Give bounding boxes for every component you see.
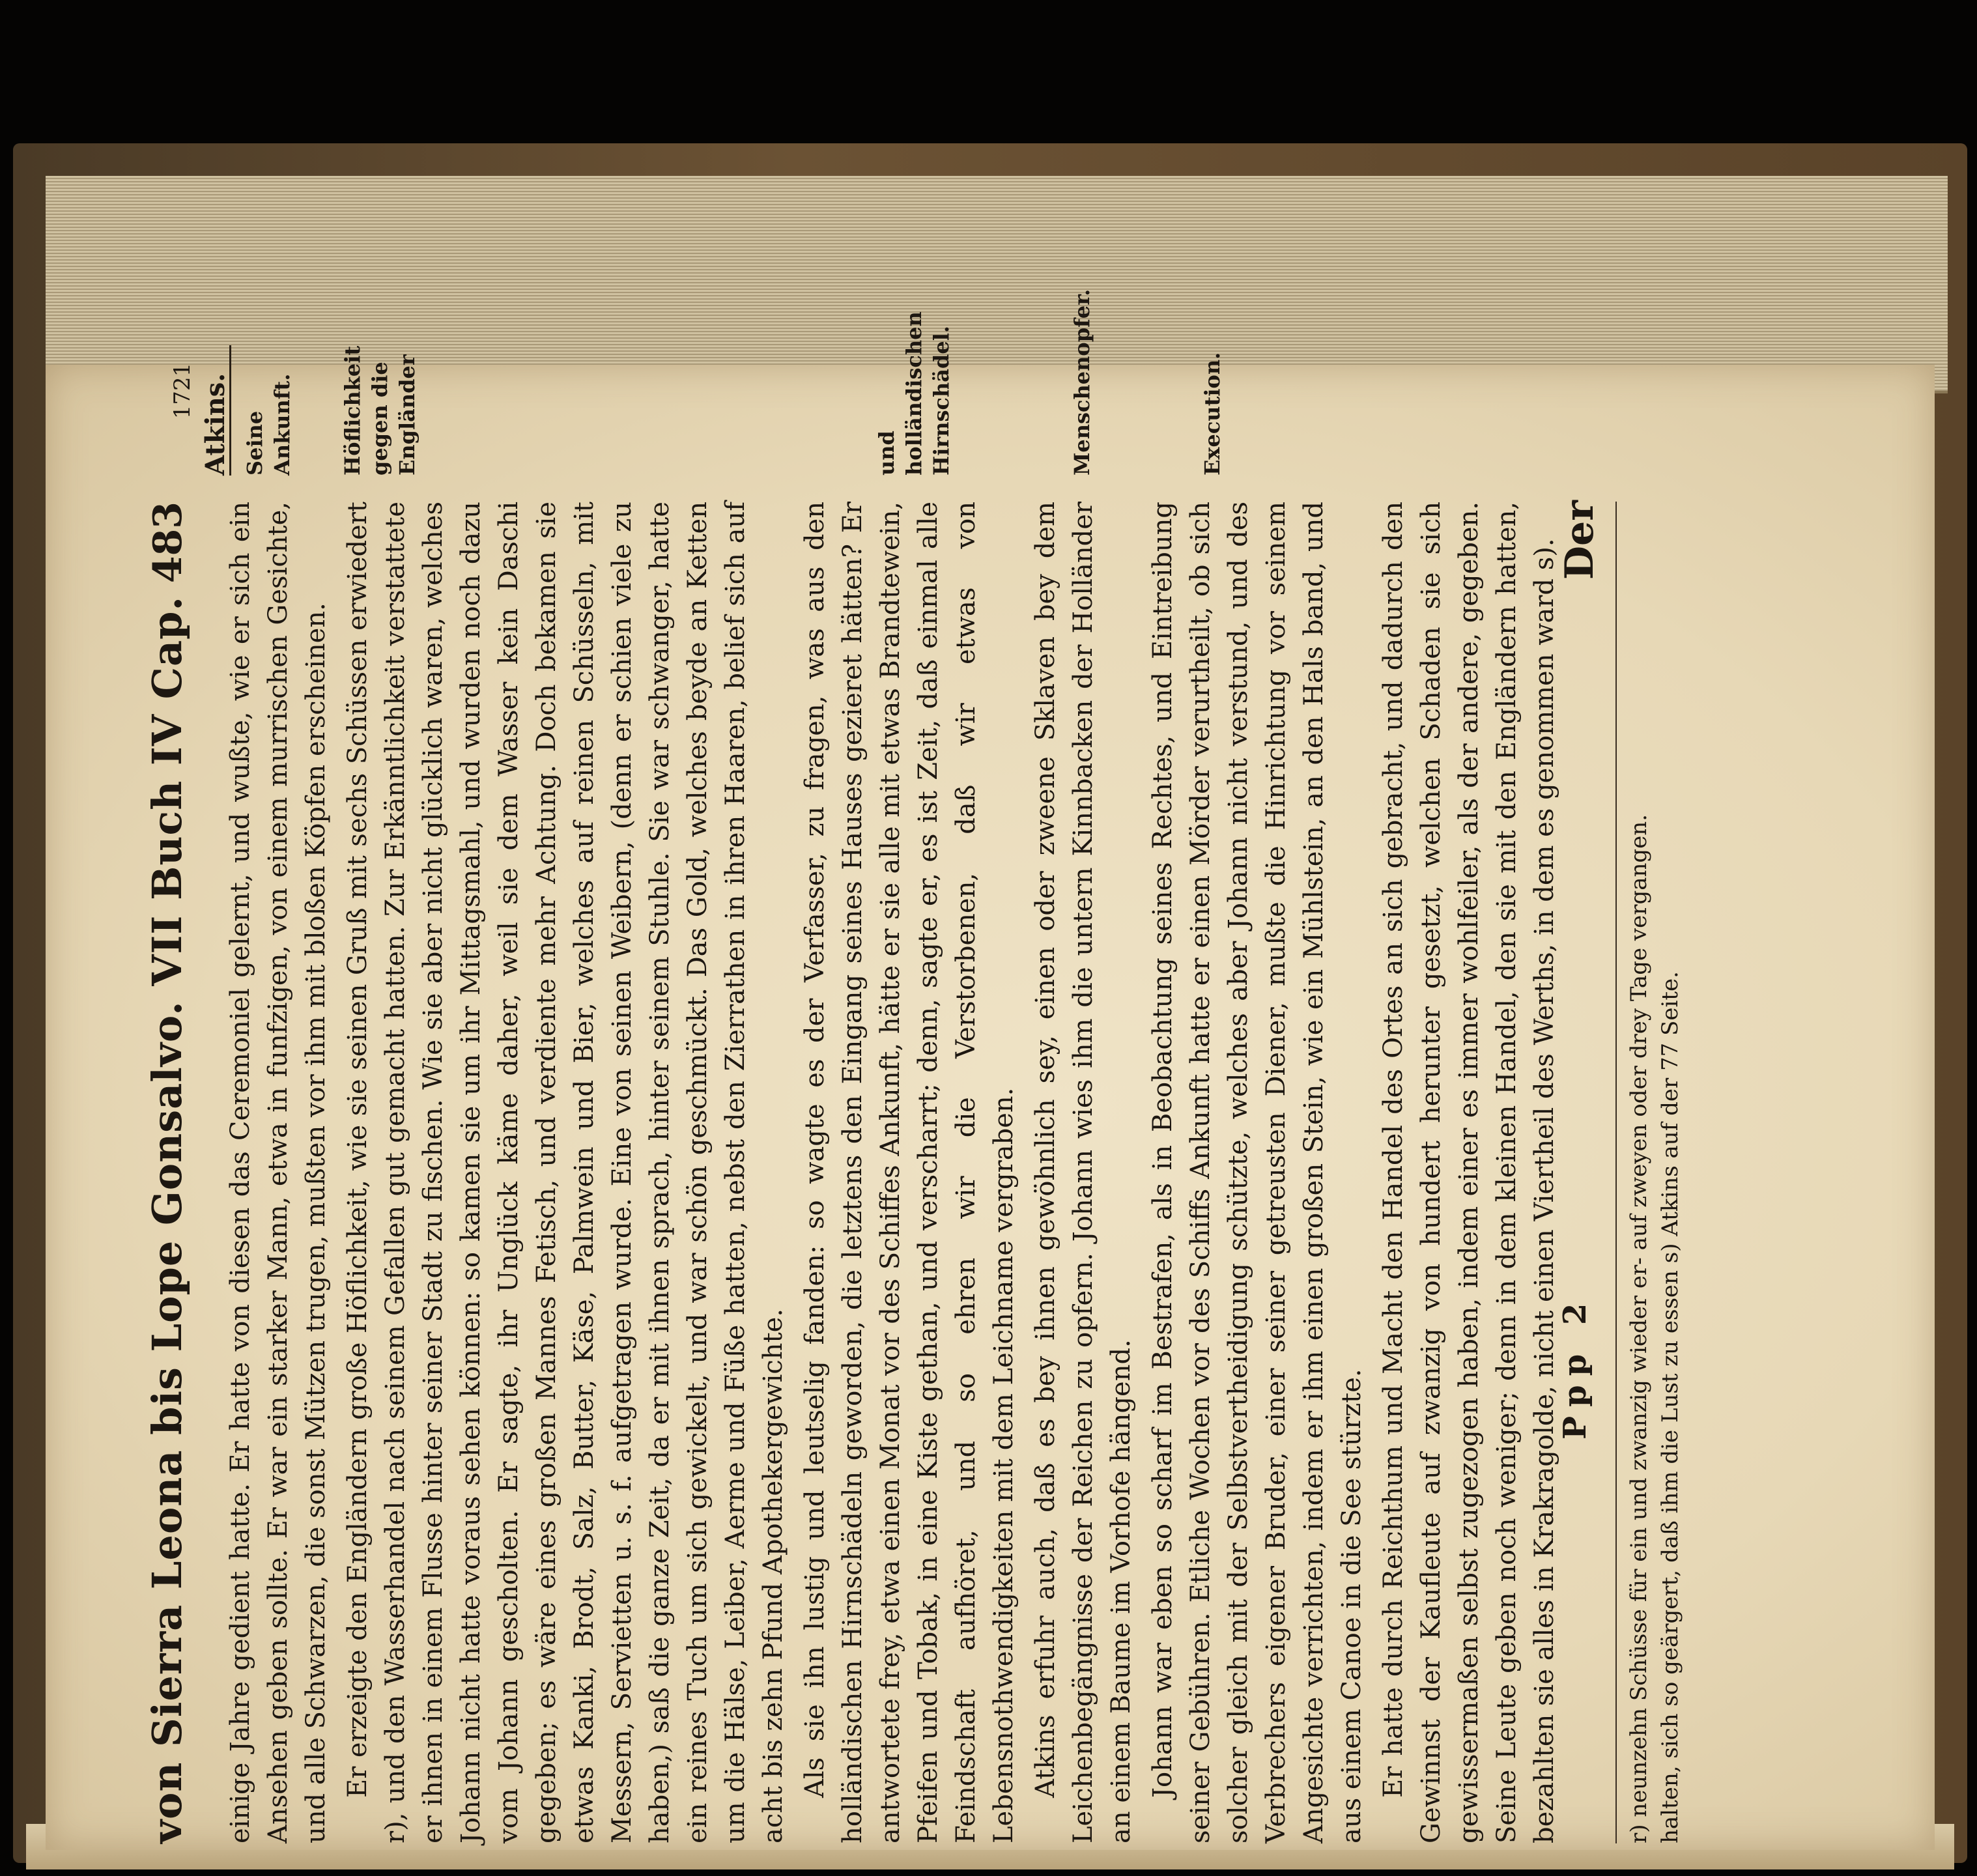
paragraph: Johann war eben so scharf im Bestrafen, als in Beobachtung seines Rechtes, und Eintreibung seiner Gebühren. Etliche Wochen vor des Schiffs Ankunft hatte er einen Mörder verurtheilt, ob sich solcher gleich mit der Selbstvertheidigung schützte, welches aber Johann nicht verstund, und des Verbrechers eigener Bruder, einer seiner getreusten Diener, mußte die Hinrichtung vor seinem Angesichte verrichten, indem er ihm einen großen Stein, wie ein Mühlstein, an den Hals band, und aus einem Canoe in die See stürzte. — [1148, 502, 1367, 1843]
footnote-line: halten, sich so geärgert, daß ihm die Lust zu essen s) Atkins auf der 77 Seite. — [1657, 971, 1683, 1843]
catchword: Der — [1557, 500, 1602, 580]
running-title: von Sierra Leona bis Lope Gonsalvo. VII Buch IV Cap. — [143, 595, 191, 1843]
footnote-line: r) neunzehn Schüsse für ein und zwanzig wieder er- auf zweyen oder drey Tage vergangen. — [1626, 814, 1652, 1843]
paragraph: Atkins erfuhr auch, daß es bey ihnen gewöhnlich sey, einen oder zweene Sklaven bey dem Leichenbegängnisse der Reichen zu opfern. Johann wies ihm die untern Kinnbacken der Holländer an einem Baume im Vorhofe hängend. — [1031, 502, 1136, 1843]
paragraph: Er hatte durch Reichthum und Macht den Handel des Ortes an sich gebracht, und dadurch den Gewinnst der Kaufleute auf zwanzig von hundert herunter gesetzt, welchen Schaden sie sich gewissermaßen selbst zugezogen haben, indem einer es immer wohlfeiler, als der andere, gegeben. Seine Leute geben noch weniger; denn in dem kleinen Handel, den sie mit den Engländern hatten, bezahlten sie alles in Krakragolde, nicht einen Viertheil des Werths, in dem es genommen ward s). — [1378, 502, 1559, 1843]
running-head — [143, 502, 202, 1843]
signature-mark: Ppp 2 — [1557, 1294, 1593, 1440]
marginal-atkins: Atkins. — [202, 345, 231, 476]
paragraph: einige Jahre gedient hatte. Er hatte von diesen das Ceremoniel gelernt, und wußte, wie er sich ein Ansehen geben sollte. Er war ein starker Mann, etwa in funfzigen, von einem murrischen Gesichte, und alle Schwarzen, die sonst Mützen trugen, mußten vor ihm mit bloßen Köpfen erscheinen. — [225, 502, 331, 1843]
paragraph: Er erzeigte den Engländern große Höflichkeit, wie sie seinen Gruß mit sechs Schüssen erwiedert r), und den Wasserhandel nach seinem Gefallen gut gemacht hatten. Zur Erkänntlichkeit verstattete er ihnen in einem Flusse hinter seiner Stadt zu fischen. Wie sie aber nicht glücklich waren, welches Johann nicht hatte voraus sehen können: so kamen sie um ihr Mittagsmahl, und wurden noch dazu vom Johann gescholten. Er sagte, ihr Unglück käme daher, weil sie dem Wasser kein Daschi gegeben; es wäre eines großen Mannes Fetisch, und verdiente mehr Achtung. Doch bekamen sie etwas Kanki, Brodt, Salz, Butter, Käse, Palmwein und Bier, welches auf reinen Schüsseln, mit Messern, Servietten u. s. f. aufgetragen wurde. Eine von seinen Weibern, (denn er schien viele zu haben,) saß die ganze Zeit, da er mit ihnen sprach, hinter seinem Stuhle. Sie war schwanger, hatte ein reines Tuch um sich gewickelt, und war schön geschmückt. Das Gold, welches beyde an Ketten um die Hälse, Leiber, Aerme und Füße hatten, nebst den Zierrathen in ihren Haaren, belief sich auf acht bis zehn Pfund Apothekergewichte. — [343, 502, 788, 1843]
printed-text-block — [143, 289, 1837, 1843]
footnotes — [1615, 502, 1686, 1843]
marginal-hirnschaedel: und holländischen Hirnschädel. — [874, 311, 954, 476]
marginal-execution: Execution. — [1200, 352, 1225, 476]
page-number: 483 — [145, 502, 191, 584]
marginal-hoeflichkeit: Höflichkeit gegen die Engländer — [340, 345, 420, 476]
marginal-menschenopfer: Menschenopfer. — [1070, 289, 1094, 476]
margin-year: 1721 — [169, 362, 195, 419]
main-text — [221, 502, 1563, 1843]
paragraph: Als sie ihn lustig und leutselig fanden: so wagte es der Verfasser, zu fragen, was aus den holländischen Hirnschädeln geworden, die letztens den Eingang seines Hauses gezieret hätten? Er antwortete frey, etwa einen Monat vor des Schiffes Ankunft, hätte er sie alle mit etwas Brandtewein, Pfeifen und Tobak, in eine Kiste gethan, und verscharrt; denn, sagte er, es ist Zeit, daß einmal alle Feindschaft aufhöret, und so ehren wir die Verstorbenen, daß wir etwas von Lebensnothwendigkeiten mit dem Leichname vergraben. — [800, 502, 1019, 1843]
marginal-herkunft: Seine Ankunft. — [242, 373, 294, 476]
